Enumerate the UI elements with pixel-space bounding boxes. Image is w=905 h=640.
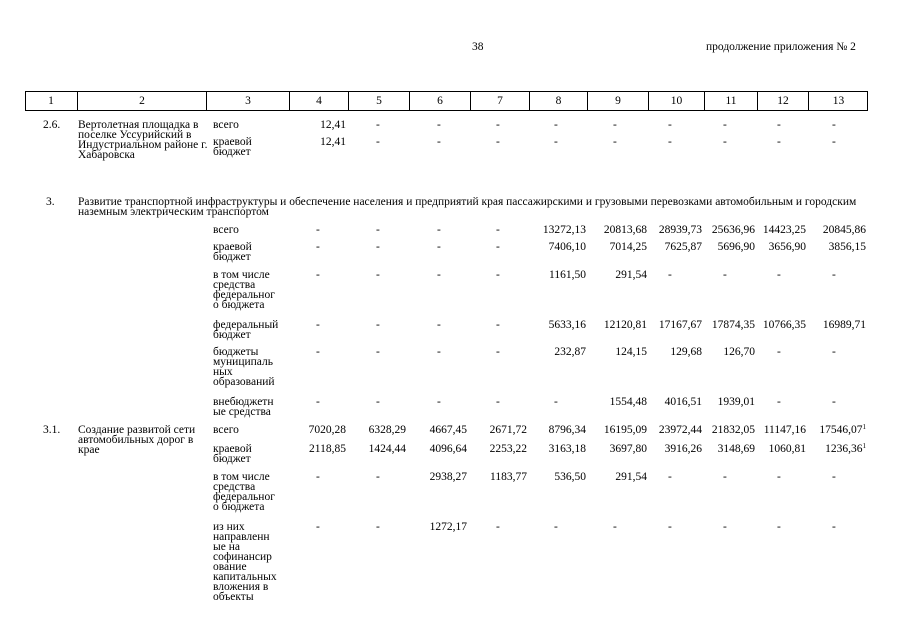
table-cell: - xyxy=(316,346,320,358)
funding-label: в том числе средства федеральног о бюджета xyxy=(213,471,275,513)
table-cell: 1554,48 xyxy=(609,396,647,408)
table-cell: 20813,68 xyxy=(603,224,647,236)
table-cell: - xyxy=(613,521,617,533)
table-cell: 23972,44 xyxy=(658,424,702,436)
table-cell: - xyxy=(316,319,320,331)
table-cell: 10766,35 xyxy=(762,319,806,331)
table-cell: - xyxy=(437,119,441,131)
table-cell: 1161,50 xyxy=(549,269,586,281)
table-cell: - xyxy=(437,346,441,358)
table-cell: 7014,25 xyxy=(609,241,647,253)
table-cell: - xyxy=(376,319,380,331)
table-cell: - xyxy=(437,241,441,253)
table-cell: - xyxy=(437,269,441,281)
table-cell: 16195,09 xyxy=(603,424,647,436)
table-cell: 21832,05 xyxy=(711,424,755,436)
table-cell: - xyxy=(723,269,727,281)
table-cell: 3148,69 xyxy=(717,443,755,455)
table-cell: 17546,07$^1$ xyxy=(819,423,866,436)
table-cell: - xyxy=(376,346,380,358)
column-header: 3 xyxy=(207,91,290,111)
table-cell: 13272,13 xyxy=(542,224,586,236)
table-cell: - xyxy=(668,521,672,533)
table-cell: 232,87 xyxy=(554,346,586,358)
table-cell: - xyxy=(777,269,781,281)
table-cell: 20845,86 xyxy=(822,224,866,236)
table-cell: 129,68 xyxy=(670,346,702,358)
table-cell: 291,54 xyxy=(615,471,647,483)
funding-label: всего xyxy=(213,119,239,131)
table-cell: 7406,10 xyxy=(548,241,586,253)
table-cell: - xyxy=(316,396,320,408)
funding-label: из них направленн ые на софинансир ование капитальных вложения в объекты xyxy=(213,521,277,603)
column-header: 7 xyxy=(471,91,530,111)
section-title: Развитие транспортной инфраструктуры и обеспечение населения и предприятий края пассажирскими и грузовыми перевозками автомобильным и городским наземным электрическим транспортом xyxy=(78,196,857,218)
row-number: 2.6. xyxy=(43,119,61,131)
table-cell: 3856,15 xyxy=(828,241,866,253)
table-cell: - xyxy=(496,119,500,131)
table-cell: - xyxy=(316,224,320,236)
table-cell: - xyxy=(496,241,500,253)
table-cell: 5696,90 xyxy=(717,241,755,253)
table-cell: 4096,64 xyxy=(429,443,467,455)
table-cell: 6328,29 xyxy=(368,424,406,436)
table-cell: 3697,80 xyxy=(609,443,647,455)
table-cell: 12,41 xyxy=(320,119,346,131)
table-cell: 3656,90 xyxy=(768,241,806,253)
table-cell: 4667,45 xyxy=(429,424,467,436)
table-cell: - xyxy=(668,269,672,281)
table-cell: 2118,85 xyxy=(309,443,346,455)
table-cell: - xyxy=(777,521,781,533)
table-cell: - xyxy=(437,224,441,236)
column-header: 4 xyxy=(290,91,349,111)
table-cell: - xyxy=(723,471,727,483)
table-cell: 8796,34 xyxy=(548,424,586,436)
table-cell: 3163,18 xyxy=(548,443,586,455)
table-cell: - xyxy=(376,119,380,131)
funding-label: краевой бюджет xyxy=(213,443,252,465)
table-cell: 1183,77 xyxy=(490,471,527,483)
table-cell: 1060,81 xyxy=(768,443,806,455)
table-cell: 25636,96 xyxy=(711,224,755,236)
table-cell: - xyxy=(554,521,558,533)
footnote-mark: 1 xyxy=(862,442,866,450)
table-cell: 2938,27 xyxy=(429,471,467,483)
table-cell: - xyxy=(554,119,558,131)
table-cell: 11147,16 xyxy=(763,424,806,436)
funding-label: в том числе средства федеральног о бюджета xyxy=(213,269,275,311)
column-header: 10 xyxy=(649,91,705,111)
table-cell: 4016,51 xyxy=(664,396,702,408)
table-cell: - xyxy=(496,269,500,281)
table-cell: 17167,67 xyxy=(658,319,702,331)
table-cell: 124,15 xyxy=(615,346,647,358)
funding-label: всего xyxy=(213,424,239,436)
table-cell: 1272,17 xyxy=(429,521,467,533)
table-cell: 12120,81 xyxy=(603,319,647,331)
table-cell: - xyxy=(496,136,500,148)
table-cell: - xyxy=(437,136,441,148)
table-cell: 536,50 xyxy=(554,471,586,483)
table-cell: - xyxy=(437,396,441,408)
table-cell: - xyxy=(437,319,441,331)
table-cell: - xyxy=(316,269,320,281)
table-cell: - xyxy=(316,471,320,483)
table-cell: - xyxy=(376,136,380,148)
column-header: 11 xyxy=(705,91,758,111)
table-cell: 2671,72 xyxy=(489,424,527,436)
funding-label: краевой бюджет xyxy=(213,241,252,263)
table-cell: - xyxy=(668,136,672,148)
table-cell: 17874,35 xyxy=(711,319,755,331)
table-cell: - xyxy=(316,241,320,253)
column-header: 6 xyxy=(410,91,471,111)
table-cell: - xyxy=(376,241,380,253)
table-cell: 14423,25 xyxy=(762,224,806,236)
funding-label: бюджеты муниципаль ных образований xyxy=(213,346,275,388)
table-cell: - xyxy=(777,119,781,131)
column-header: 13 xyxy=(832,95,845,107)
table-cell: 16989,71 xyxy=(822,319,866,331)
table-cell: - xyxy=(832,269,836,281)
table-cell: 1939,01 xyxy=(717,396,755,408)
table-cell: - xyxy=(832,521,836,533)
table-cell: 5633,16 xyxy=(548,319,586,331)
column-header: 1 xyxy=(25,91,78,111)
table-cell: - xyxy=(376,471,380,483)
table-cell: 12,41 xyxy=(320,136,346,148)
table-cell: - xyxy=(777,396,781,408)
table-cell: - xyxy=(613,136,617,148)
table-cell: - xyxy=(777,471,781,483)
table-cell: 7625,87 xyxy=(664,241,702,253)
table-cell: - xyxy=(496,224,500,236)
table-cell: 1236,36$^1$ xyxy=(825,442,866,455)
footnote-mark: 1 xyxy=(862,423,866,431)
table-cell: - xyxy=(723,521,727,533)
row-number: 3.1. xyxy=(43,424,61,436)
page-number: 38 xyxy=(472,41,484,53)
table-cell: - xyxy=(777,346,781,358)
table-cell: - xyxy=(316,521,320,533)
table-cell: - xyxy=(376,269,380,281)
appendix-note: продолжение приложения № 2 xyxy=(706,41,856,53)
table-cell: - xyxy=(554,396,558,408)
table-cell: 126,70 xyxy=(723,346,755,358)
table-cell: - xyxy=(668,471,672,483)
table-cell: - xyxy=(496,396,500,408)
section-number: 3. xyxy=(46,196,55,208)
table-cell: 2253,22 xyxy=(489,443,527,455)
table-cell: - xyxy=(376,521,380,533)
table-cell: 291,54 xyxy=(615,269,647,281)
table-cell: - xyxy=(777,136,781,148)
table-cell: 1424,44 xyxy=(368,443,406,455)
funding-label: краевой бюджет xyxy=(213,136,252,158)
table-cell: - xyxy=(832,119,836,131)
table-cell: - xyxy=(496,319,500,331)
table-cell: - xyxy=(832,396,836,408)
table-cell: - xyxy=(496,346,500,358)
table-cell: - xyxy=(376,396,380,408)
column-header: 8 xyxy=(530,91,588,111)
object-name: Вертолетная площадка в поселке Уссурийский в Индустриальном районе г. Хабаровска xyxy=(78,119,208,161)
table-cell: - xyxy=(832,136,836,148)
funding-label: федеральный бюджет xyxy=(213,319,279,341)
table-cell: - xyxy=(723,119,727,131)
funding-label: внебюджетн ые средства xyxy=(213,396,274,418)
table-cell: - xyxy=(723,136,727,148)
column-header: 2 xyxy=(78,91,207,111)
object-name: Создание развитой сети автомобильных дорог в крае xyxy=(78,424,196,456)
table-cell: 3916,26 xyxy=(664,443,702,455)
table-cell: - xyxy=(376,224,380,236)
table-cell: 28939,73 xyxy=(658,224,702,236)
column-header: 5 xyxy=(349,91,410,111)
table-cell: - xyxy=(613,119,617,131)
table-cell: - xyxy=(554,136,558,148)
funding-label: всего xyxy=(213,224,239,236)
column-header: 9 xyxy=(588,91,649,111)
table-cell: 7020,28 xyxy=(308,424,346,436)
table-cell: - xyxy=(668,119,672,131)
table-cell: - xyxy=(832,471,836,483)
table-cell: - xyxy=(832,346,836,358)
column-header: 12 xyxy=(758,91,809,111)
table-cell: - xyxy=(496,521,500,533)
